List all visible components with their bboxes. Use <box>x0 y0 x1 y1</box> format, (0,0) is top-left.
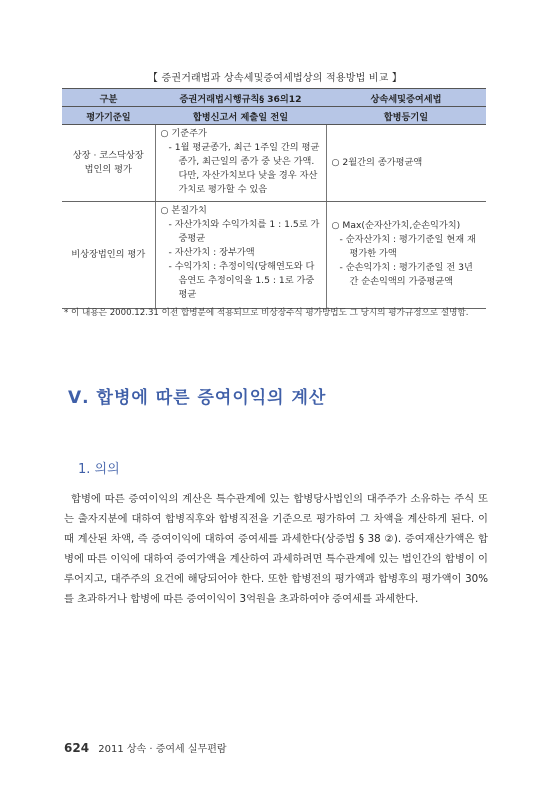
cell-line: - 자산가치 : 장부가액 <box>168 247 255 258</box>
table-cell <box>326 202 486 309</box>
page-number: 624 <box>64 741 90 755</box>
comparison-table <box>62 88 486 309</box>
table-header-row <box>62 89 486 107</box>
row-label: 상장 · 코스닥상장 법인의 평가 <box>62 125 155 202</box>
section-heading: Ⅴ. 합병에 따른 증여이익의 계산 <box>68 388 327 408</box>
cell-line: ○ 기준주가 <box>160 128 207 139</box>
cell-line: - 자산가치와 수익가치를 1 : 1.5로 가중평균 <box>168 219 320 244</box>
page-footer <box>64 740 227 755</box>
cell-line: - 순손익가치 : 평가기준일 전 3년간 순손익액의 가중평균액 <box>339 262 473 287</box>
cell-line: ○ Max(순자산가치,순손익가치) <box>331 220 461 231</box>
header-cell: 합병등기일 <box>326 107 486 125</box>
header-cell: 증권거래법시행규칙§ 36의12 <box>155 89 326 107</box>
table-footnote: * 이 내용은 2000.12.31 이전 합병분에 적용되므로 비상장주식 평가방법도 그 당시의 평가규정으로 설명함. <box>64 308 469 318</box>
table-row <box>62 202 486 309</box>
book-title: 2011 상속 · 증여세 실무편람 <box>98 744 227 755</box>
table-cell <box>155 202 326 309</box>
header-cell: 상속세및증여세법 <box>326 89 486 107</box>
sub-heading: 1. 의의 <box>78 462 120 477</box>
body-paragraph: 합병에 따른 증여이익의 계산은 특수관계에 있는 합병당사법인의 대주주가 소유하는 주식 또는 출자지분에 대하여 합병직후와 합병직전을 기준으로 평가하여 그 차액을 계산하게 된다. 이 때 계산된 차액, 즉 증여이익에 대하여 증여세를 과세한다(상증법 § 38 ②). 증여재산가액은 합병에 따른 이익에 대하여 증여가액을 계산하여 과세하려면 특수관계에 있는 법인간의 합병이 이루어지고, 대주주의 요건에 해당되어야 한다. 또한 합병전의 평가액과 합병후의 평가액이 30%를 초과하거나 합병에 따른 증여이익이 3억원을 초과하여야 증여세를 과세한다. <box>64 493 488 605</box>
header-cell: 평가기준일 <box>62 107 155 125</box>
cell-line: ○ 2월간의 종가평균액 <box>331 156 423 168</box>
cell-line: ○ 본질가치 <box>160 205 207 216</box>
table-title: 【 증권거래법과 상속세및증여세법상의 적용방법 비교 】 <box>147 73 403 84</box>
cell-line: - 1월 평균종가, 최근 1주일 간의 평균종가, 최근일의 종가 중 낮은 가액. 다만, 자산가치보다 낮을 경우 자산가치로 평가할 수 있음 <box>168 142 320 195</box>
cell-line: - 수익가치 : 추정이익(당해연도와 다음연도 추정이익을 1.5 : 1로 가중평균 <box>168 261 315 300</box>
table-cell <box>155 125 326 202</box>
header-cell: 구분 <box>62 89 155 107</box>
table-row <box>62 125 486 202</box>
header-cell: 합병신고서 제출일 전일 <box>155 107 326 125</box>
table-cell <box>326 125 486 202</box>
table-header-row <box>62 107 486 125</box>
row-label: 비상장법인의 평가 <box>62 202 155 309</box>
cell-line: - 순자산가치 : 평가기준일 현재 재평가한 가액 <box>339 234 476 259</box>
